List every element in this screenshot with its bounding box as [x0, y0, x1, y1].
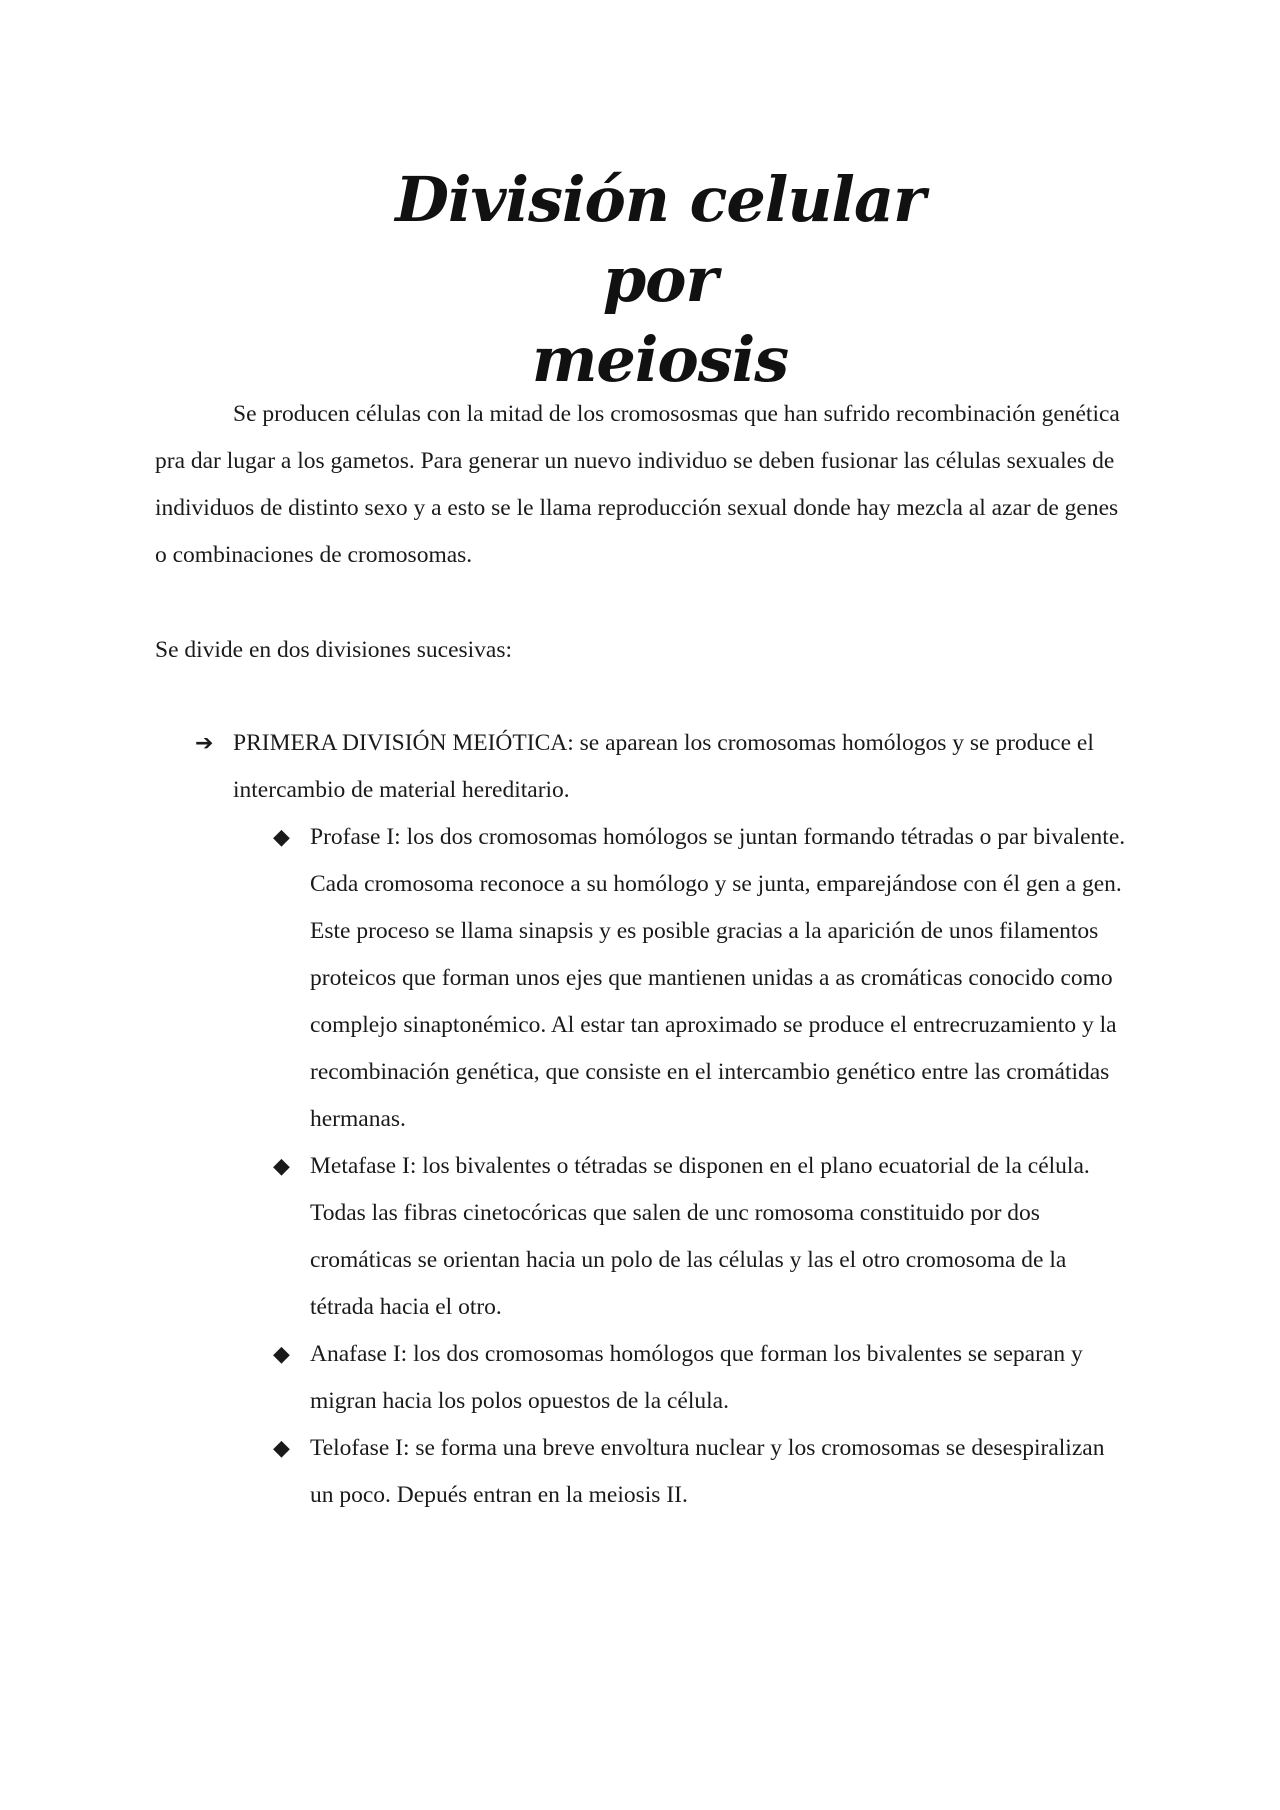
- title-line-2: meiosis: [531, 323, 789, 396]
- diamond-bullet-icon: ◆: [273, 825, 290, 850]
- page-title: [340, 160, 980, 400]
- title-line-1: División celular por: [395, 163, 925, 316]
- phase-text: Telofase I: se forma una breve envoltura nuclear y los cromosomas se desespiralizan un poco. Depués entran en la meiosis II.: [310, 1435, 1105, 1508]
- phase-text: Profase I: los dos cromosomas homólogos se juntan formando tétradas o par bivalente. Cada cromosoma reconoce a su homólogo y se junta, emparejándose con él gen a gen. Este proceso se llama sinapsis y es posible gracias a la aparición de unos filamentos proteicos que forman unos ejes que mantienen unidas a as cromáticas conocido como complejo sinaptonémico. Al estar tan aproximado se produce el entrecruzamiento y la recombinación genética, que consiste en el intercambio genético entre las cromátidas hermanas.: [310, 824, 1126, 1132]
- list-item-metafase: [155, 1143, 1130, 1331]
- intro-paragraph: Se producen células con la mitad de los cromososmas que han sufrido recombinación genética pra dar lugar a los gametos. Para generar un nuevo individuo se deben fusionar las células sexuales de individuos de distinto sexo y a esto se le llama reproducción sexual donde hay mezcla al azar de genes o combinaciones de cromosomas.: [155, 401, 1120, 568]
- list-item-first-division: [155, 720, 1130, 814]
- list-item-anafase: [155, 1331, 1130, 1425]
- phase-text: Anafase I: los dos cromosomas homólogos que forman los bivalentes se separan y migran hacia los polos opuestos de la célula.: [310, 1341, 1083, 1414]
- list-item-telofase: [155, 1425, 1130, 1519]
- diamond-bullet-icon: ◆: [273, 1342, 290, 1367]
- division-list: [155, 720, 1130, 1519]
- diamond-bullet-icon: ◆: [273, 1154, 290, 1179]
- first-division-text: PRIMERA DIVISIÓN MEIÓTICA: se aparean los cromosomas homólogos y se produce el intercambio de material hereditario.: [233, 730, 1094, 803]
- list-item-profase: [155, 814, 1130, 1143]
- lead-paragraph: Se divide en dos divisiones sucesivas:: [155, 637, 513, 663]
- diamond-bullet-icon: ◆: [273, 1436, 290, 1461]
- phase-text: Metafase I: los bivalentes o tétradas se disponen en el plano ecuatorial de la célula. Todas las fibras cinetocóricas que salen de unc romosoma constituido por dos cromáticas se orientan hacia un polo de las células y las el otro cromosoma de la tétrada hacia el otro.: [310, 1153, 1090, 1320]
- phase-list: [155, 814, 1130, 1519]
- arrow-icon: ➔: [195, 731, 214, 756]
